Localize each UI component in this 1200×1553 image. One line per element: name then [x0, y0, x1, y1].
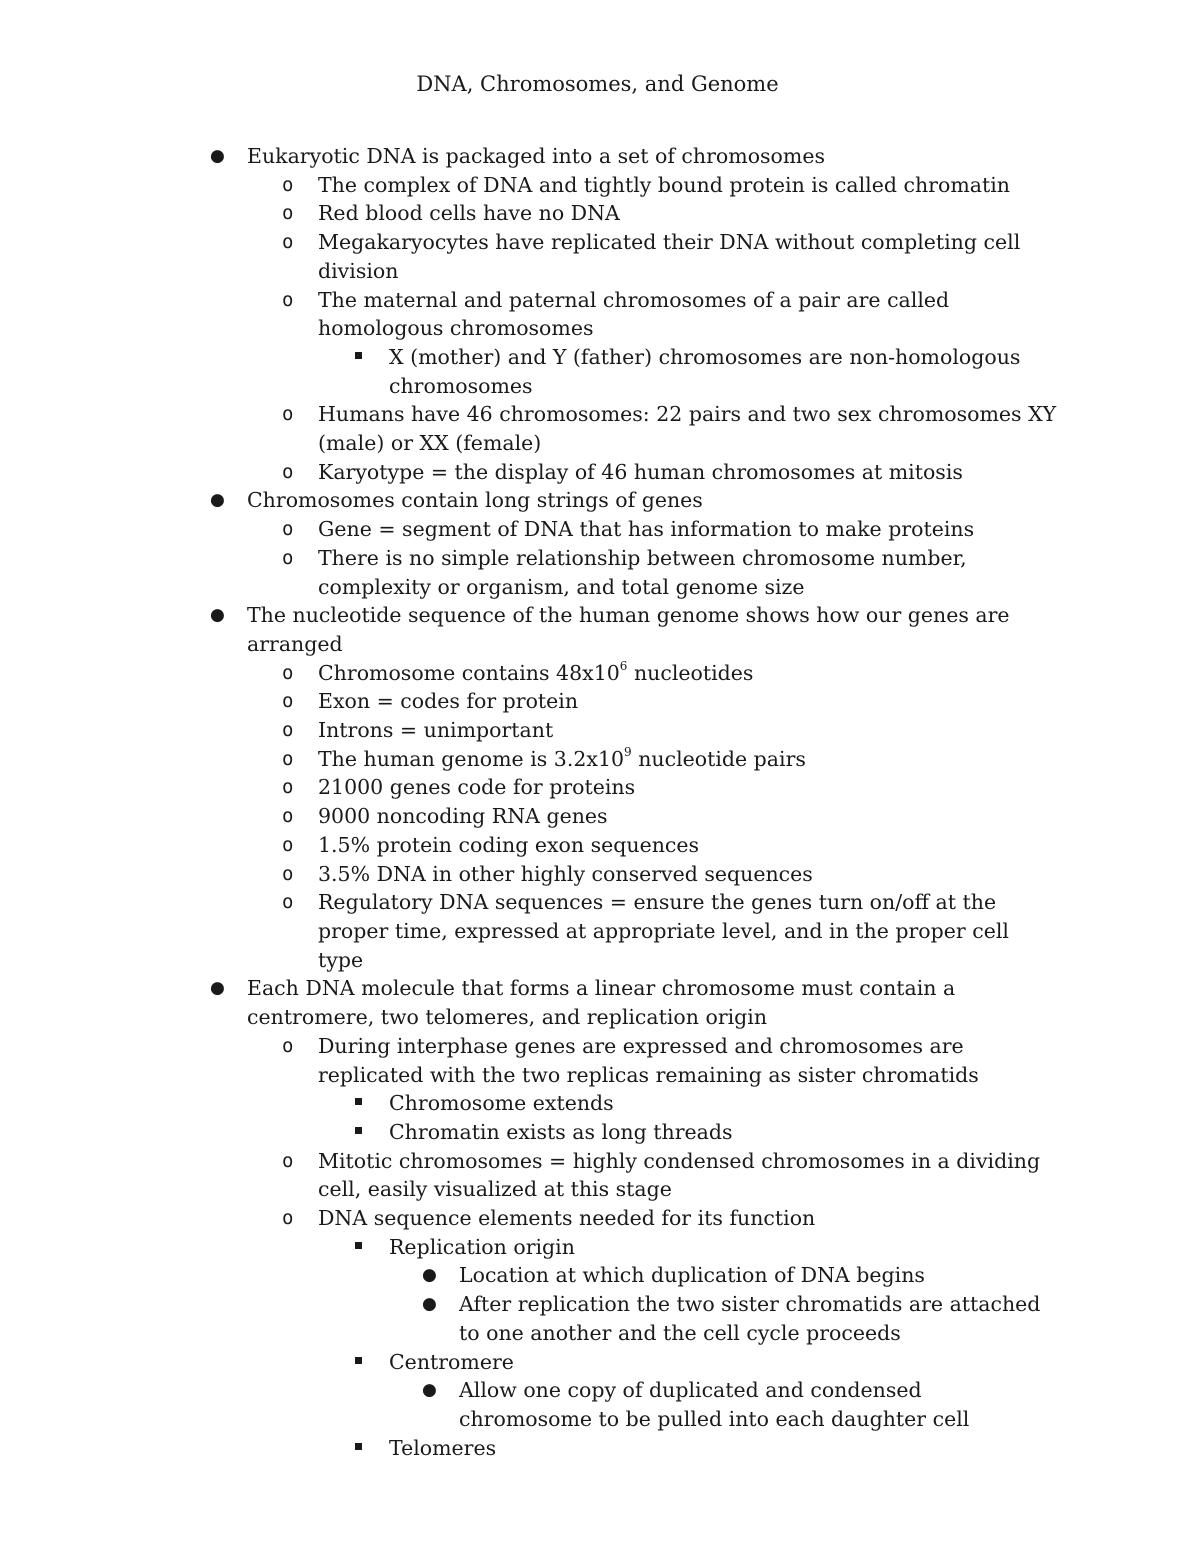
list-item-text-suffix: nucleotide pairs: [631, 746, 806, 771]
list-item-level-2: [0, 659, 1060, 688]
bullet-circle-icon: o: [282, 776, 294, 799]
list-item-level-3: [0, 1118, 1060, 1147]
list-item-text-suffix: nucleotides: [627, 660, 754, 685]
list-item-level-2: [0, 171, 1060, 200]
list-item-level-2: [0, 831, 1060, 860]
list-item-text: 9000 noncoding RNA genes: [318, 804, 608, 829]
list-item-text: Chromosome extends: [389, 1091, 614, 1116]
list-item-text: Exon = codes for protein: [318, 689, 579, 714]
bullet-circle-icon: o: [282, 747, 294, 770]
list-item-level-1: [0, 142, 1060, 171]
list-item-text: X (mother) and Y (father) chromosomes are non-homologous chromosomes: [389, 344, 1021, 398]
bullet-circle-icon: o: [282, 690, 294, 713]
bullet-square-icon: [355, 1242, 362, 1249]
exponent: 9: [624, 744, 632, 759]
bullet-disc-icon: ●: [422, 1265, 437, 1286]
list-item-text: Location at which duplication of DNA begins: [459, 1263, 925, 1288]
list-item-level-2: [0, 544, 1060, 601]
list-item-text: Karyotype = the display of 46 human chromosomes at mitosis: [318, 459, 963, 484]
outline-list: [0, 142, 1060, 1462]
list-item-level-3: [0, 343, 1060, 400]
list-item-text: Gene = segment of DNA that has information to make proteins: [318, 517, 975, 542]
bullet-disc-icon: ●: [210, 146, 225, 166]
list-item-level-2: [0, 773, 1060, 802]
list-item-level-2: [0, 1204, 1060, 1233]
bullet-circle-icon: o: [282, 173, 294, 196]
list-item-level-2: [0, 687, 1060, 716]
bullet-square-icon: [355, 1443, 362, 1450]
list-item-text: Eukaryotic DNA is packaged into a set of chromosomes: [247, 144, 825, 168]
list-item-level-2: [0, 716, 1060, 745]
bullet-circle-icon: o: [282, 460, 294, 483]
list-item-level-4: [0, 1261, 1060, 1290]
bullet-circle-icon: o: [282, 833, 294, 856]
list-item-level-3: [0, 1233, 1060, 1262]
list-item-level-2: [0, 745, 1060, 774]
list-item-level-2: [0, 802, 1060, 831]
list-item-text: Centromere: [389, 1349, 514, 1374]
list-item-level-3: [0, 1348, 1060, 1377]
bullet-disc-icon: ●: [422, 1294, 437, 1315]
bullet-square-icon: [355, 352, 362, 359]
list-item-level-2: [0, 228, 1060, 285]
list-item-text: Regulatory DNA sequences = ensure the genes turn on/off at the proper time, expressed at appropriate level, and in the proper cell type: [318, 890, 1009, 972]
list-item-text: Each DNA molecule that forms a linear chromosome must contain a centromere, two telomeres, and replication origin: [247, 976, 956, 1030]
bullet-disc-icon: ●: [210, 978, 225, 999]
list-item-level-2: [0, 860, 1060, 889]
list-item-level-2: [0, 1032, 1060, 1089]
list-item-text: Mitotic chromosomes = highly condensed chromosomes in a dividing cell, easily visualized at this stage: [318, 1148, 1041, 1202]
bullet-circle-icon: o: [282, 403, 294, 426]
bullet-square-icon: [355, 1127, 362, 1134]
bullet-disc-icon: ●: [422, 1380, 437, 1401]
list-item-text: The nucleotide sequence of the human genome shows how our genes are arranged: [247, 603, 1010, 656]
list-item-text: Humans have 46 chromosomes: 22 pairs and two sex chromosomes XY (male) or XX (female): [318, 402, 1057, 456]
list-item-text: 3.5% DNA in other highly conserved sequences: [318, 861, 813, 886]
list-item-text: There is no simple relationship between chromosome number, complexity or organism, and total genome size: [318, 545, 967, 599]
bullet-circle-icon: o: [282, 518, 294, 541]
list-item-text: Megakaryocytes have replicated their DNA without completing cell division: [318, 230, 1021, 283]
list-item-level-1: [0, 601, 1060, 658]
list-item-text: Introns = unimportant: [318, 718, 554, 743]
list-item-text: The complex of DNA and tightly bound protein is called chromatin: [318, 172, 1010, 197]
bullet-circle-icon: o: [282, 288, 294, 311]
bullet-square-icon: [355, 1357, 362, 1364]
list-item-text: The maternal and paternal chromosomes of a pair are called homologous chromosomes: [318, 287, 950, 341]
list-item-text: Red blood cells have no DNA: [318, 201, 620, 226]
bullet-disc-icon: ●: [210, 605, 225, 626]
list-item-level-2: [0, 199, 1060, 228]
list-item-text: The human genome is 3.2x10: [318, 746, 625, 771]
list-item-level-4: [0, 1376, 1060, 1433]
bullet-circle-icon: o: [282, 1207, 294, 1230]
list-item-level-3: [0, 1434, 1060, 1463]
list-item-level-2: [0, 515, 1060, 544]
list-item-text: 1.5% protein coding exon sequences: [318, 832, 700, 857]
bullet-circle-icon: o: [282, 719, 294, 742]
bullet-circle-icon: o: [282, 862, 294, 885]
list-item-text: 21000 genes code for proteins: [318, 775, 636, 800]
bullet-disc-icon: ●: [210, 490, 225, 511]
list-item-level-3: [0, 1089, 1060, 1118]
exponent: 6: [619, 658, 628, 673]
bullet-circle-icon: o: [282, 1149, 294, 1172]
page-title: DNA, Chromosomes, and Genome: [416, 72, 779, 96]
bullet-square-icon: [355, 1098, 362, 1105]
list-item-level-4: [0, 1290, 1060, 1347]
bullet-circle-icon: o: [282, 661, 294, 684]
list-item-level-2: [0, 888, 1060, 974]
list-item-level-2: [0, 286, 1060, 343]
list-item-level-1: [0, 974, 1060, 1031]
bullet-circle-icon: o: [282, 202, 294, 225]
list-item-level-1: [0, 486, 1060, 515]
list-item-text: Chromosomes contain long strings of genes: [247, 488, 703, 513]
bullet-circle-icon: o: [282, 805, 294, 828]
list-item-level-2: [0, 1147, 1060, 1204]
list-item-text: Telomeres: [389, 1435, 497, 1460]
list-item-text: DNA sequence elements needed for its function: [318, 1206, 816, 1231]
list-item-text: Chromosome contains 48x10: [318, 660, 620, 685]
list-item-text: Allow one copy of duplicated and condensed chromosome to be pulled into each daughter cell: [459, 1378, 970, 1431]
list-item-text: Replication origin: [389, 1234, 575, 1259]
list-item-level-2: [0, 400, 1060, 457]
bullet-circle-icon: o: [282, 1034, 294, 1057]
list-item-text: Chromatin exists as long threads: [389, 1119, 733, 1144]
list-item-level-2: [0, 458, 1060, 487]
bullet-circle-icon: o: [282, 546, 294, 569]
list-item-text: During interphase genes are expressed and chromosomes are replicated with the two replicas remaining as sister chromatids: [318, 1033, 979, 1087]
list-item-text: After replication the two sister chromatids are attached to one another and the cell cycle proceeds: [459, 1292, 1041, 1345]
bullet-circle-icon: o: [282, 231, 294, 254]
bullet-circle-icon: o: [282, 891, 294, 914]
